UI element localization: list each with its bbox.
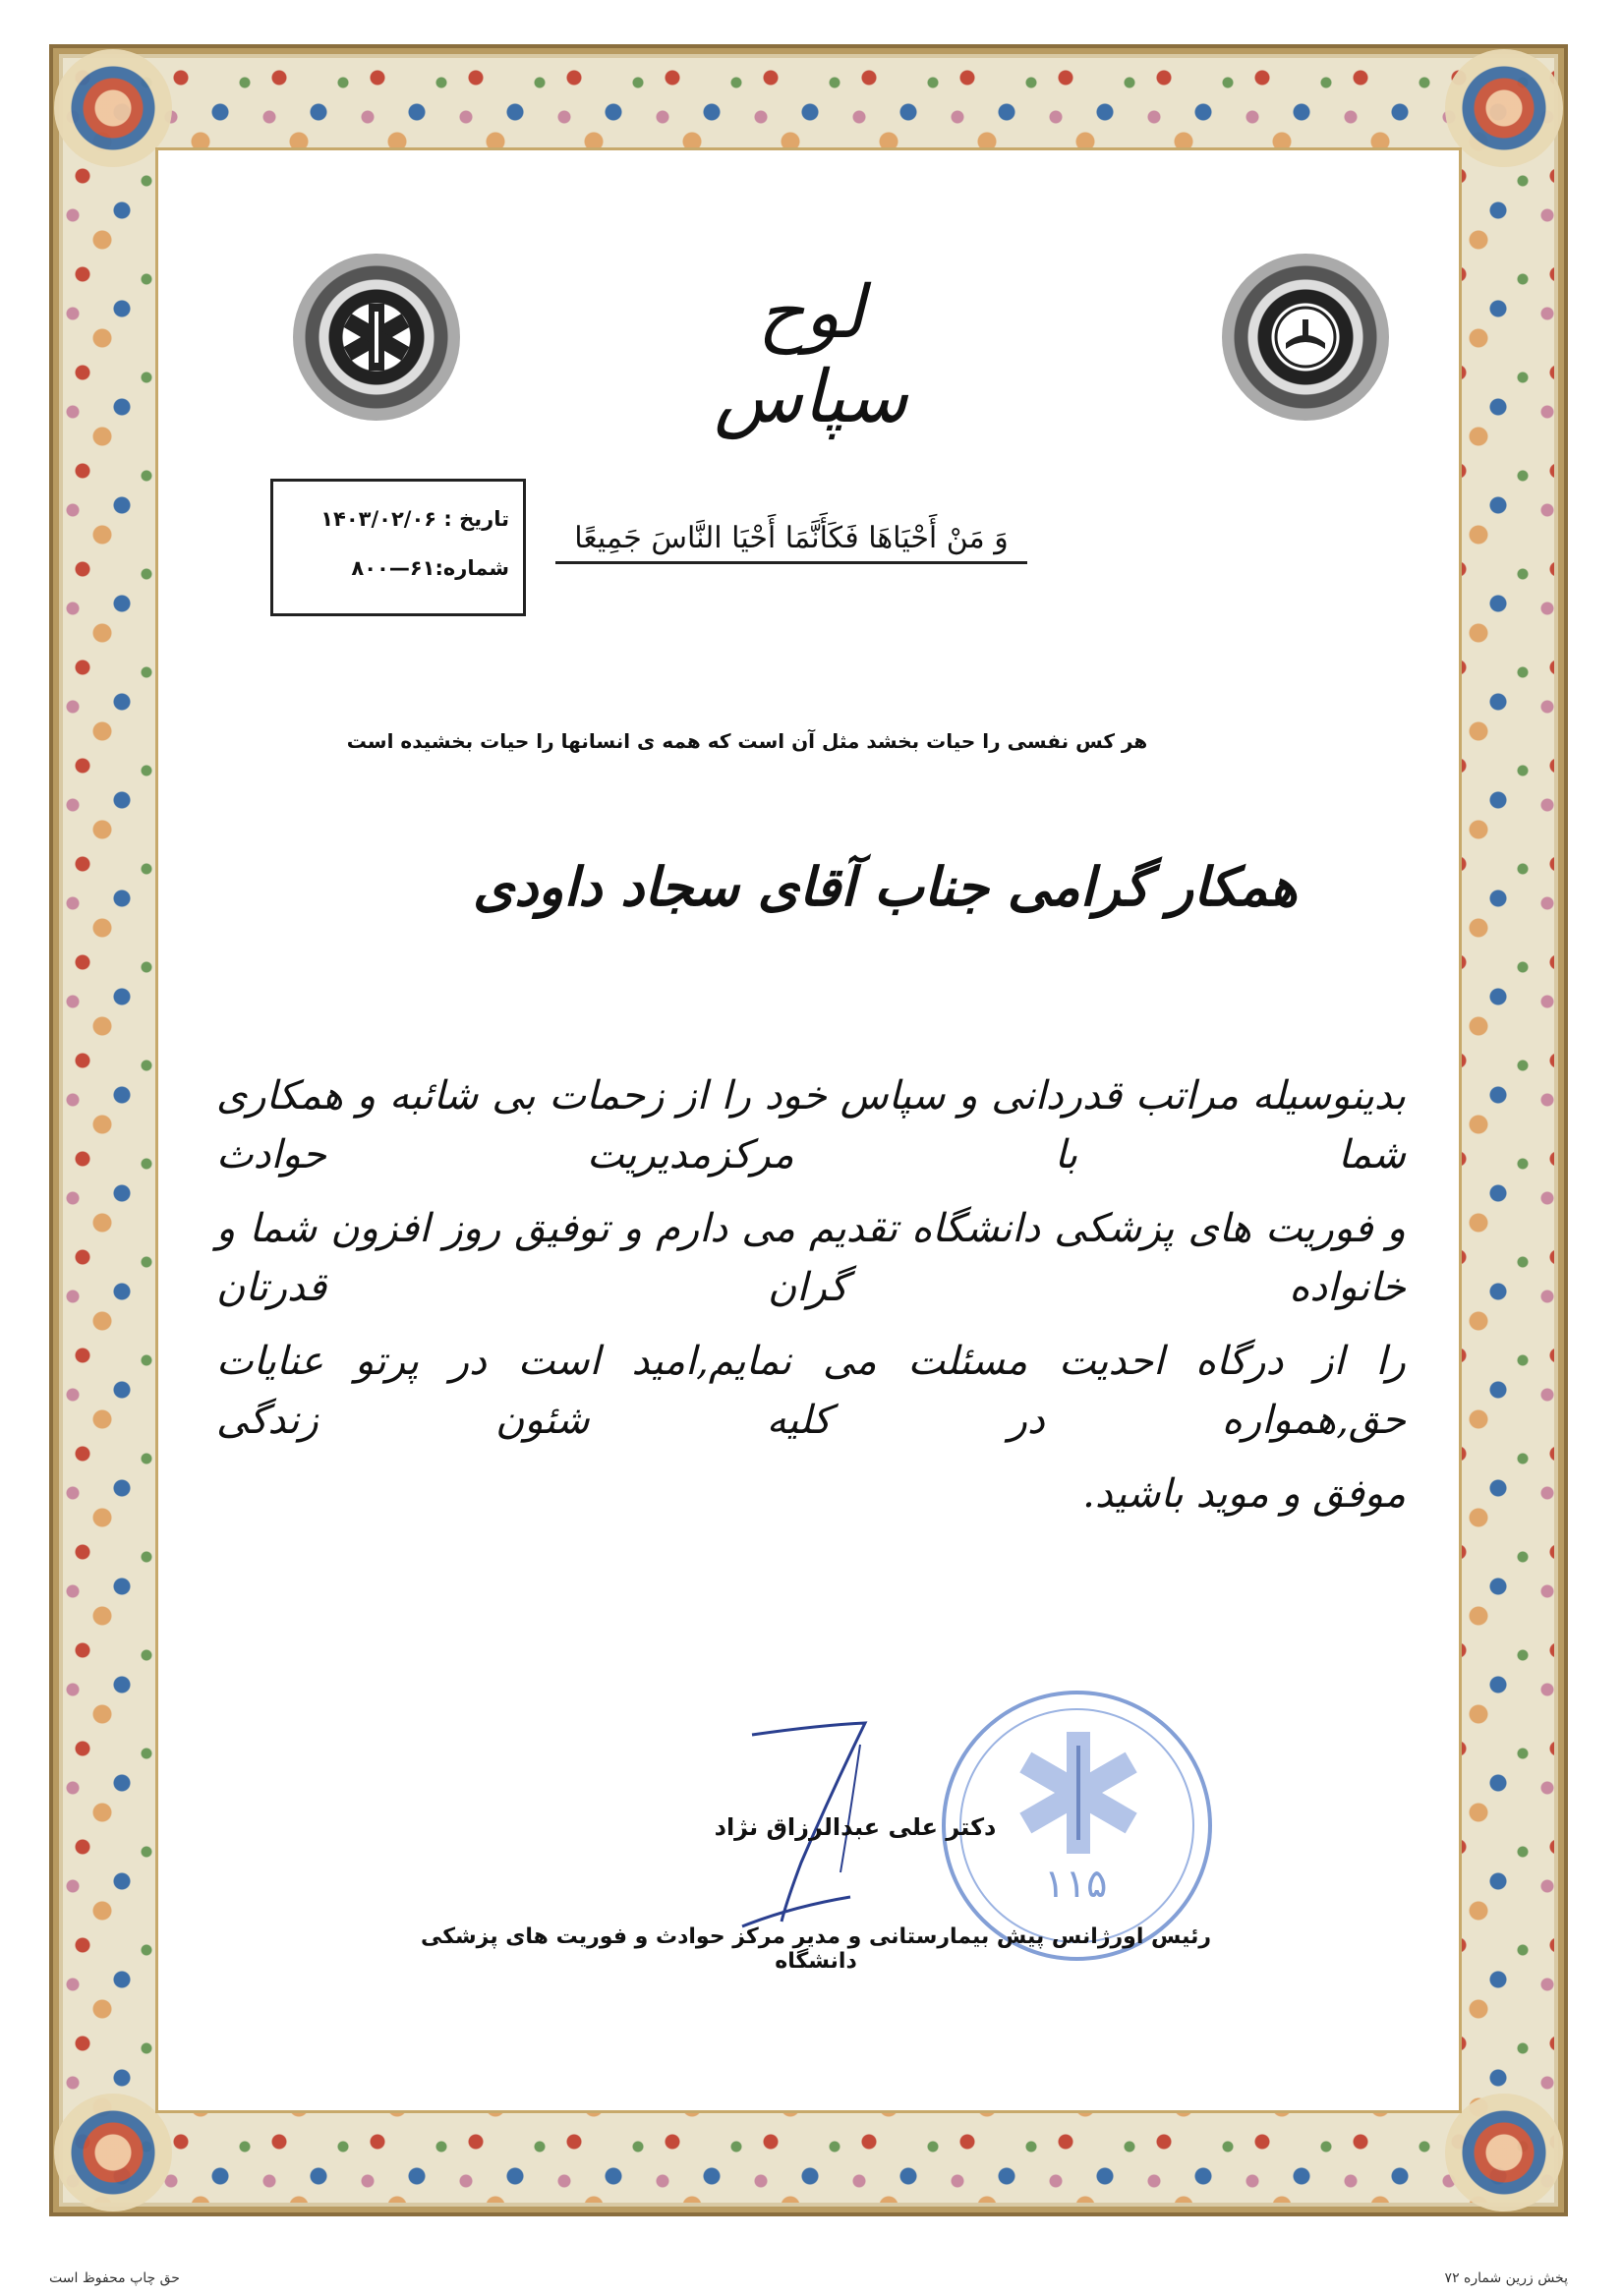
number-label: شماره:۶۱—۸۰۰ — [351, 556, 509, 580]
body-line: بدینوسیله مراتب قدردانی و سپاس خود را از زحمات بی شائبه و همکاری شما با مرکزمدیریت حوادث — [216, 1073, 1406, 1177]
university-seal-icon — [1222, 254, 1389, 421]
stamp-number: ۱۱۵ — [1044, 1862, 1108, 1907]
certificate-title: لوح سپاس — [714, 270, 908, 439]
reference-box — [270, 479, 526, 616]
corner-ornament-icon — [1445, 2094, 1563, 2211]
verse-translation: هر کس نفسی را حیات بخشد مثل آن است که همه ی انسانها را حیات بخشیده است — [346, 729, 1148, 753]
appreciation-text — [216, 1066, 1406, 1597]
copyright-note: حق چاپ محفوظ است — [49, 2270, 180, 2286]
publisher-note: پخش زرین شماره ۷۲ — [1444, 2270, 1568, 2286]
star-of-life-emblem-icon — [293, 254, 460, 421]
recipient-name: همکار گرامی جناب آقای سجاد داودی — [472, 855, 1298, 918]
date-label: تاریخ : ۱۴۰۳/۰۲/۰۶ — [320, 507, 509, 531]
signer-title: رئیس اورژانس پیش بیمارستانی و مدیر مرکز حوادث و فوریت های پزشکی دانشگاه — [420, 1924, 1212, 1974]
body-line: موفق و موید باشید. — [1082, 1471, 1406, 1517]
body-line: را از درگاه احدیت مسئلت می نمایم,امید است در پرتو عنایات حق,همواره در کلیه شئون زندگی — [216, 1339, 1406, 1443]
corner-ornament-icon — [1445, 49, 1563, 167]
signer-name: دکتر علی عبدالرزاق نژاد — [714, 1813, 997, 1841]
body-line: و فوریت های پزشکی دانشگاه تقدیم می دارم و توفیق روز افزون شما و خانواده گران قدرتان — [216, 1206, 1406, 1310]
corner-ornament-icon — [54, 49, 172, 167]
corner-ornament-icon — [54, 2094, 172, 2211]
quran-verse: وَ مَنْ أَحْيَاهَا فَكَأَنَّمَا أَحْيَا النَّاسَ جَمِيعًا — [555, 521, 1027, 564]
